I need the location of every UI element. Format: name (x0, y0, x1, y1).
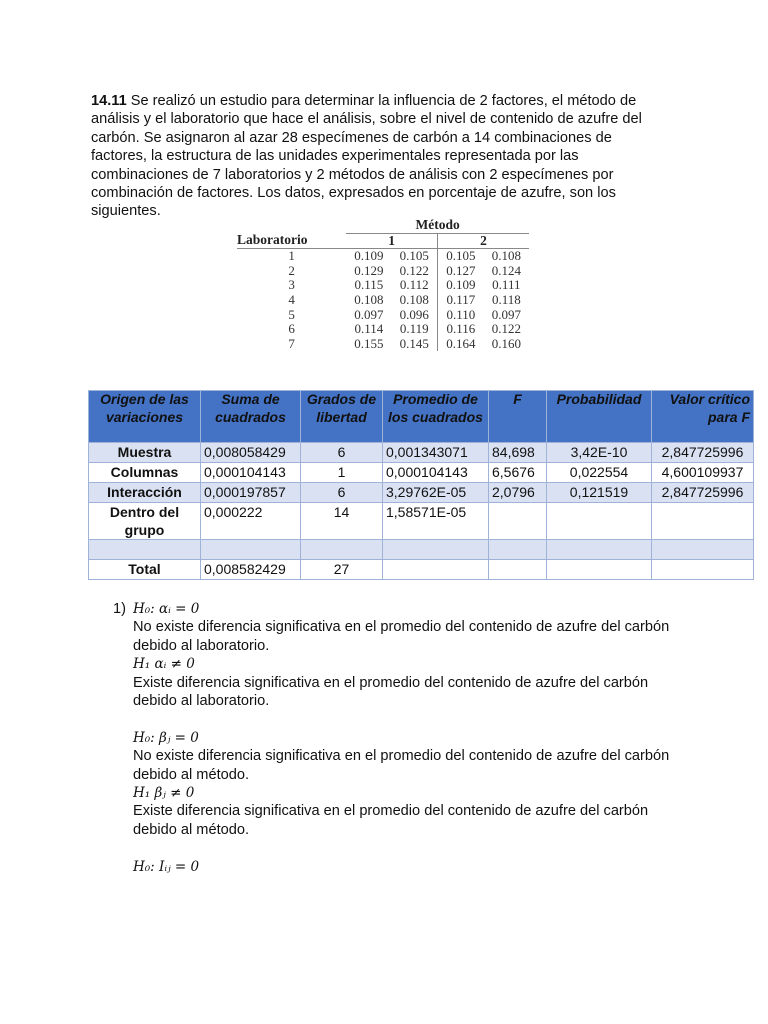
anova-cell: 6 (301, 483, 383, 503)
anova-cell: 3,42E-10 (547, 443, 652, 463)
lab-number: 6 (288, 321, 295, 337)
anova-row (89, 483, 754, 503)
h1-alpha-text: Existe diferencia significativa en el promedio del contenido de azufre del carbón debido al laboratorio. (133, 674, 649, 710)
sulfur-value: 0.097 (491, 306, 521, 322)
list-marker: 1) (113, 601, 126, 617)
method-1-header: 1 (346, 233, 437, 249)
data-row (237, 322, 529, 337)
anova-row (89, 540, 754, 560)
sulfur-value: 0.115 (354, 277, 384, 293)
data-table (237, 218, 529, 351)
data-row (237, 249, 529, 264)
anova-cell (383, 540, 489, 560)
lab-number: 3 (288, 277, 295, 293)
sulfur-value: 0.108 (392, 293, 438, 308)
anova-cell (652, 540, 754, 560)
anova-cell: 0,008058429 (201, 443, 301, 463)
anova-header: Origen de las variaciones (89, 391, 201, 443)
lab-number: 1 (288, 248, 295, 264)
sulfur-value: 0.108 (491, 248, 521, 264)
anova-cell: 1,58571E-05 (383, 503, 489, 540)
sulfur-value: 0.145 (392, 337, 438, 352)
anova-cell: Dentro del grupo (89, 503, 201, 540)
h0-interaction: H₀: Iᵢⱼ = 0 (133, 858, 200, 875)
anova-cell (547, 540, 652, 560)
anova-header: Suma de cuadrados (201, 391, 301, 443)
anova-cell (201, 540, 301, 560)
anova-cell (383, 560, 489, 580)
problem-text: Se realizó un estudio para determinar la influencia de 2 factores, el método de análisis y el laboratorio que hace el análisis, sobre el nivel de contenido de azufre del carbón. Se asignaron al azar 28 especímenes de carbón a 14 combinaciones de factores, la estructura de las unidades experimentales representada por las combinaciones de 7 laboratorios y 2 métodos de análisis con 2 especímenes por combinación de factores. Los datos, expresados en porcentaje de azufre, son los siguientes. (91, 93, 642, 220)
h0-beta-text: No existe diferencia significativa en el promedio del contenido de azufre del carbón debido al método. (133, 748, 670, 783)
anova-cell (489, 560, 547, 580)
data-row (237, 308, 529, 323)
h0-alpha: H₀: αᵢ = 0 (133, 601, 200, 617)
data-row (237, 264, 529, 279)
sulfur-value: 0.117 (446, 291, 476, 307)
sulfur-value: 0.127 (446, 262, 476, 278)
sulfur-value: 0.108 (354, 291, 384, 307)
sulfur-value: 0.105 (446, 248, 476, 264)
anova-header: Probabilidad (547, 391, 652, 443)
lab-number: 7 (288, 335, 295, 351)
anova-cell (301, 540, 383, 560)
anova-cell: 84,698 (489, 443, 547, 463)
anova-cell (652, 503, 754, 540)
sulfur-value: 0.122 (491, 321, 521, 337)
sulfur-value: 0.097 (354, 306, 384, 322)
anova-cell: 3,29762E-05 (383, 483, 489, 503)
anova-row (89, 443, 754, 463)
anova-cell: 4,600109937 (652, 463, 754, 483)
sulfur-value: 0.124 (491, 262, 521, 278)
anova-cell: Columnas (89, 463, 201, 483)
anova-cell: 2,847725996 (652, 483, 754, 503)
anova-cell: 0,121519 (547, 483, 652, 503)
anova-cell: 0,000104143 (383, 463, 489, 483)
sulfur-value: 0.112 (392, 278, 438, 293)
h1-beta-text: Existe diferencia significativa en el promedio del contenido de azufre del carbón debido al método. (133, 803, 649, 838)
h1-alpha: H₁ αᵢ ≠ 0 (133, 656, 195, 673)
h1-beta: H₁ βⱼ ≠ 0 (133, 785, 195, 802)
anova-cell: 6,5676 (489, 463, 547, 483)
anova-cell: 2,0796 (489, 483, 547, 503)
method-2-header: 2 (480, 232, 487, 248)
h0-alpha-text: No existe diferencia significativa en el promedio del contenido de azufre del carbón debido al laboratorio. (133, 619, 670, 654)
anova-cell (489, 503, 547, 540)
data-row (237, 293, 529, 308)
anova-header: Grados de libertad (301, 391, 383, 443)
data-row (237, 278, 529, 293)
sulfur-value: 0.105 (392, 249, 438, 264)
lab-number: 2 (288, 262, 295, 278)
anova-cell: Interacción (89, 483, 201, 503)
sulfur-value: 0.114 (354, 321, 384, 337)
anova-cell: 0,000104143 (201, 463, 301, 483)
anova-header: Valor crítico para F (652, 391, 754, 443)
anova-cell: 27 (301, 560, 383, 580)
anova-cell: 0,000222 (201, 503, 301, 540)
sulfur-value: 0.155 (354, 335, 384, 351)
anova-cell: Muestra (89, 443, 201, 463)
data-row (237, 337, 529, 352)
sulfur-value: 0.116 (446, 321, 476, 337)
anova-header: Promedio de los cuadrados (383, 391, 489, 443)
method-header: Método (346, 218, 529, 233)
problem-statement (91, 92, 671, 221)
anova-cell (489, 540, 547, 560)
anova-cell: 0,000197857 (201, 483, 301, 503)
anova-row (89, 560, 754, 580)
anova-header: F (489, 391, 547, 443)
anova-row (89, 503, 754, 540)
anova-cell (652, 560, 754, 580)
anova-cell (89, 540, 201, 560)
sulfur-value: 0.096 (392, 308, 438, 323)
sulfur-value: 0.118 (491, 291, 521, 307)
anova-cell: 2,847725996 (652, 443, 754, 463)
sulfur-value: 0.110 (446, 306, 476, 322)
sulfur-value: 0.122 (392, 264, 438, 279)
anova-cell: 0,022554 (547, 463, 652, 483)
sulfur-value: 0.109 (354, 248, 384, 264)
anova-row (89, 463, 754, 483)
anova-cell: Total (89, 560, 201, 580)
sulfur-value: 0.109 (446, 277, 476, 293)
sulfur-value: 0.129 (354, 262, 384, 278)
anova-cell: 14 (301, 503, 383, 540)
sulfur-value: 0.119 (392, 322, 438, 337)
anova-cell: 0,008582429 (201, 560, 301, 580)
anova-cell (547, 503, 652, 540)
hypotheses-section (133, 600, 673, 876)
lab-header: Laboratorio (237, 232, 308, 248)
anova-cell: 1 (301, 463, 383, 483)
problem-number: 14.11 (91, 93, 127, 109)
sulfur-value: 0.111 (492, 277, 521, 293)
anova-cell (547, 560, 652, 580)
lab-number: 4 (288, 291, 295, 307)
anova-cell: 0,001343071 (383, 443, 489, 463)
anova-cell: 6 (301, 443, 383, 463)
lab-number: 5 (288, 306, 295, 322)
sulfur-value: 0.164 (446, 335, 476, 351)
sulfur-value: 0.160 (491, 335, 521, 351)
h0-beta: H₀: βⱼ = 0 (133, 729, 199, 746)
anova-table (88, 390, 754, 580)
